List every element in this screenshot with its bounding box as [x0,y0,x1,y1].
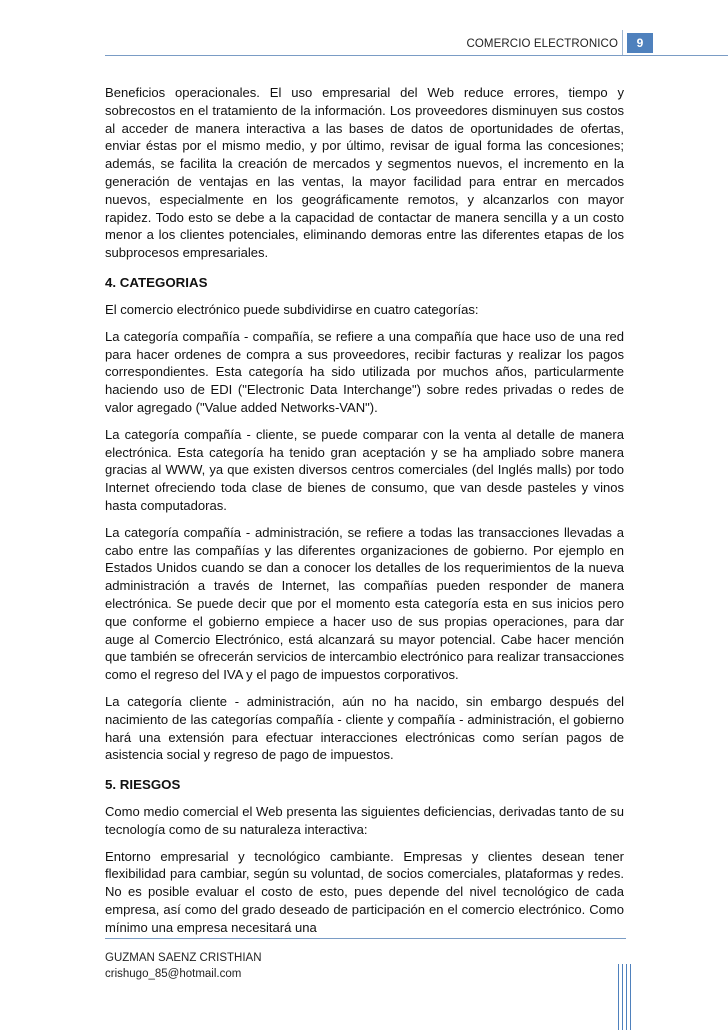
header-title: COMERCIO ELECTRONICO [466,38,618,50]
page-header [0,0,728,56]
paragraph-intro-categorias: El comercio electrónico puede subdividirse en cuatro categorías: [105,301,479,317]
paragraph-cliente-administracion: La categoría cliente - administración, aún no ha nacido, sin embargo después del nacimiento de las categorías compañía - cliente y compañía - administración, el gobierno hará una extensión para efectuar interacciones electrónicas como serían pagos de asistencia social y regreso de pago de impuestos. [105,693,624,763]
header-separator [622,30,623,56]
page-body [105,84,624,946]
page-footer [105,950,262,982]
paragraph-riesgos-intro: Como medio comercial el Web presenta las siguientes deficiencias, derivadas tanto de su tecnología como de su naturaleza interactiva: [105,804,624,837]
paragraph-entorno: Entorno empresarial y tecnológico cambiante. Empresas y clientes desean tener flexibilidad para cambiar, según su voluntad, de socios comerciales, plataformas y redes. No es posible evaluar el costo de esto, pues depende del nivel tecnológico de cada empresa, así como del grado deseado de participación en el comercio electrónico. Como mínimo una empresa necesitará una [105,848,624,935]
footer-decoration [618,964,634,1030]
paragraph-beneficios: Beneficios operacionales. El uso empresarial del Web reduce errores, tiempo y sobrecostos en el tratamiento de la información. Los proveedores disminuyen sus costos al acceder de manera interactiva a las bases de datos de oportunidades de ofertas, enviar éstas por el mismo medio, y por último, revisar de igual forma las concesiones; además, se facilita la creación de mercados y segmentos nuevos, el incremento en la generación de ventajas en las ventas, la mayor facilidad para entrar en mercados nuevos, especialmente en los geográficamente remotos, y alcanzarlos con mayor rapidez. Todo esto se debe a la capacidad de contactar de manera sencilla y a un costo menor a los clientes potenciales, eliminando demoras entre las diferentes etapas de los subprocesos empresariales. [105,85,624,261]
header-rule [105,55,728,56]
paragraph-compania-cliente: La categoría compañía - cliente, se puede comparar con la venta al detalle de manera electrónica. Esta categoría ha tenido gran aceptación y se ha ampliado sobre manera gracias al WWW, ya que existen diversos centros comerciales (del Inglés malls) por todo Internet ofreciendo toda clase de bienes de consumo, que van desde pasteles y vinos hasta computadoras. [105,426,624,513]
footer-author: GUZMAN SAENZ CRISTHIAN [105,952,262,964]
footer-email: crishugo_85@hotmail.com [105,968,242,980]
paragraph-compania-compania: La categoría compañía - compañía, se refiere a una compañía que hace uso de una red para hacer ordenes de compra a sus proveedores, recibir facturas y realizar los pagos correspondientes. Esta categoría ha sido utilizada por muchos años, particularmente haciendo uso de EDI ("Electronic Data Interchange") sobre redes privadas o redes de valor agregado ("Value added Networks-VAN"). [105,328,624,415]
section-heading-categorias: 4. CATEGORIAS [105,274,208,290]
section-heading-riesgos: 5. RIESGOS [105,777,181,793]
page-number-badge: 9 [627,33,653,53]
footer-rule [105,938,626,939]
paragraph-compania-administracion: La categoría compañía - administración, se refiere a todas las transacciones llevadas a cabo entre las compañías y las diferentes organizaciones de gobierno. Por ejemplo en Estados Unidos cuando se dan a conocer los detalles de los requerimientos de la nueva administración a través de Internet, las compañías pueden responder de manera electrónica. Se puede decir que por el momento esta categoría esta en sus inicios pero que conforme el gobierno empiece a hacer uso de sus propias operaciones, para dar auge al Comercio Electrónico, está alcanzará su mayor potencial. Cabe hacer mención que también se ofrecerán servicios de intercambio electrónico para realizar transacciones como el regreso del IVA y el pago de impuestos corporativos. [105,524,624,683]
